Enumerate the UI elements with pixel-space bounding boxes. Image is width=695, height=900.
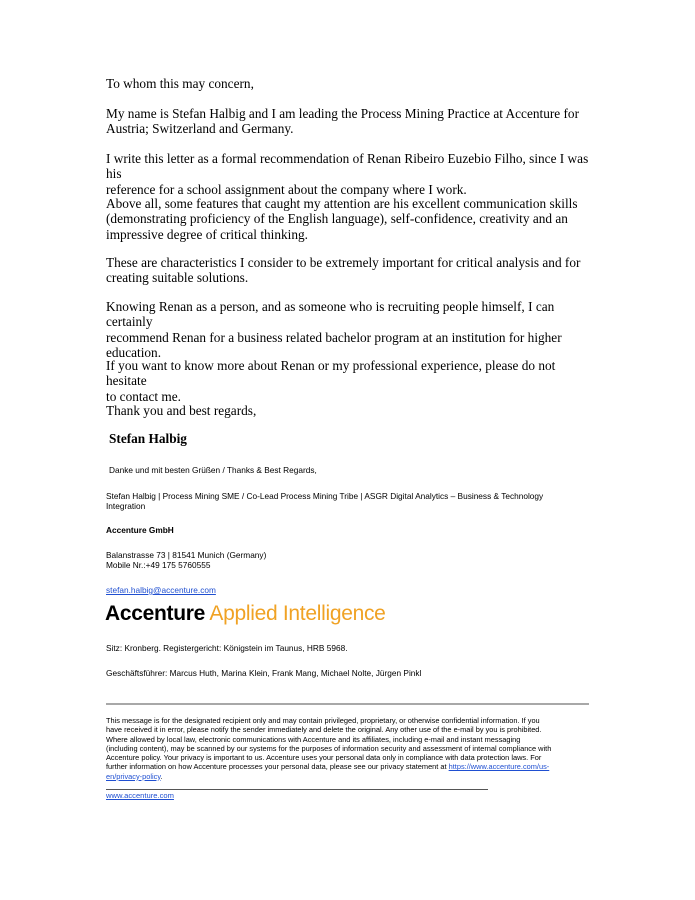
paragraph-features <box>106 196 596 242</box>
privacy-policy-link[interactable]: https://www.accenture.com/us- <box>448 762 550 772</box>
email-line <box>106 585 591 595</box>
directors-info: Geschäftsführer: Marcus Huth, Marina Klein, Frank Mang, Michael Nolte, Jürgen Pinkl <box>106 668 422 678</box>
paragraph-line: education. <box>106 345 162 361</box>
signature-title-line: Integration <box>106 501 146 512</box>
registry-info: Sitz: Kronberg. Registergericht: Königstein im Taunus, HRB 5968. <box>106 643 348 653</box>
disclaimer <box>106 716 591 781</box>
signature-name: Stefan Halbig <box>109 431 187 446</box>
paragraph-characteristics <box>106 255 596 286</box>
paragraph-line: to contact me. <box>106 388 181 404</box>
paragraph-line: creating suitable solutions. <box>106 270 249 286</box>
mobile-number: Mobile Nr.:+49 175 5760555 <box>106 560 211 571</box>
paragraph-line: reference for a school assignment about the company where I work. <box>106 181 467 197</box>
paragraph-line: These are characteristics I consider to be extremely important for critical analysis and for <box>106 255 581 270</box>
signature-title-line: Stefan Halbig | Process Mining SME / Co-Lead Process Mining Tribe | ASGR Digital Analytics – Business & Technology <box>106 491 544 501</box>
paragraph-intro <box>106 106 596 137</box>
signature-greeting: Danke und mit besten Grüßen / Thanks & Best Regards, <box>109 465 317 475</box>
footer-rule <box>106 789 488 790</box>
paragraph-line: Above all, some features that caught my attention are his excellent communication skills <box>106 196 578 211</box>
paragraph-line: (demonstrating proficiency of the English language), self-confidence, creativity and an <box>106 211 568 227</box>
contact-block <box>106 550 591 570</box>
disclaimer-period: . <box>160 771 163 781</box>
logo-brand: Accenture <box>105 602 206 625</box>
privacy-policy-link-cont[interactable]: en/privacy-policy <box>106 771 161 781</box>
separator-rule <box>106 703 589 705</box>
disclaimer-line: (including content), may be scanned by our systems for the purposes of information security and assessment of internal compliance with <box>106 743 552 753</box>
paragraph-line: recommend Renan for a business related bachelor program at an institution for higher <box>106 329 562 345</box>
paragraph-line: My name is Stefan Halbig and I am leading the Process Mining Practice at Accenture for <box>106 106 580 121</box>
disclaimer-line: have received it in error, please notify the sender immediately and delete the original. Any other use of the e-mail by you is prohibited. <box>106 725 542 735</box>
address: Balanstrasse 73 | 81541 Munich (Germany) <box>106 550 267 560</box>
accenture-logo <box>105 602 386 626</box>
email-link[interactable]: stefan.halbig@accenture.com <box>106 585 216 595</box>
paragraph-line: impressive degree of critical thinking. <box>106 226 308 242</box>
paragraph-line: Knowing Renan as a person, and as someone who is recruiting people himself, I can certainly <box>106 299 555 330</box>
website-link[interactable]: www.accenture.com <box>106 791 174 800</box>
website-line <box>106 791 591 801</box>
signature-title <box>106 491 591 511</box>
paragraph-contact <box>106 358 596 404</box>
salutation <box>106 76 596 91</box>
paragraph-line: If you want to know more about Renan or my professional experience, please do not hesitate <box>106 358 556 389</box>
paragraph-recommendation <box>106 151 596 197</box>
paragraph-line: Austria; Switzerland and Germany. <box>106 121 294 137</box>
disclaimer-line: further information on how Accenture processes your personal data, please see our privacy statement at <box>106 762 449 772</box>
disclaimer-line: Accenture policy. Your privacy is important to us. Accenture uses your personal data only in compliance with data protection laws. For <box>106 753 542 763</box>
disclaimer-line: Where allowed by local law, electronic communications with Accenture and its affiliates, including e-mail and instant messaging <box>106 734 521 744</box>
paragraph-knowing <box>106 299 596 361</box>
closing <box>106 403 596 418</box>
company-name: Accenture GmbH <box>106 525 174 535</box>
logo-subtitle: Applied Intelligence <box>209 602 386 625</box>
closing-text: Thank you and best regards, <box>106 403 257 418</box>
salutation-text: To whom this may concern, <box>106 76 254 91</box>
disclaimer-line: This message is for the designated recipient only and may contain privileged, proprietary, or otherwise confidential information. If you <box>106 716 540 725</box>
paragraph-line: I write this letter as a formal recommendation of Renan Ribeiro Euzebio Filho, since I was his <box>106 151 589 182</box>
